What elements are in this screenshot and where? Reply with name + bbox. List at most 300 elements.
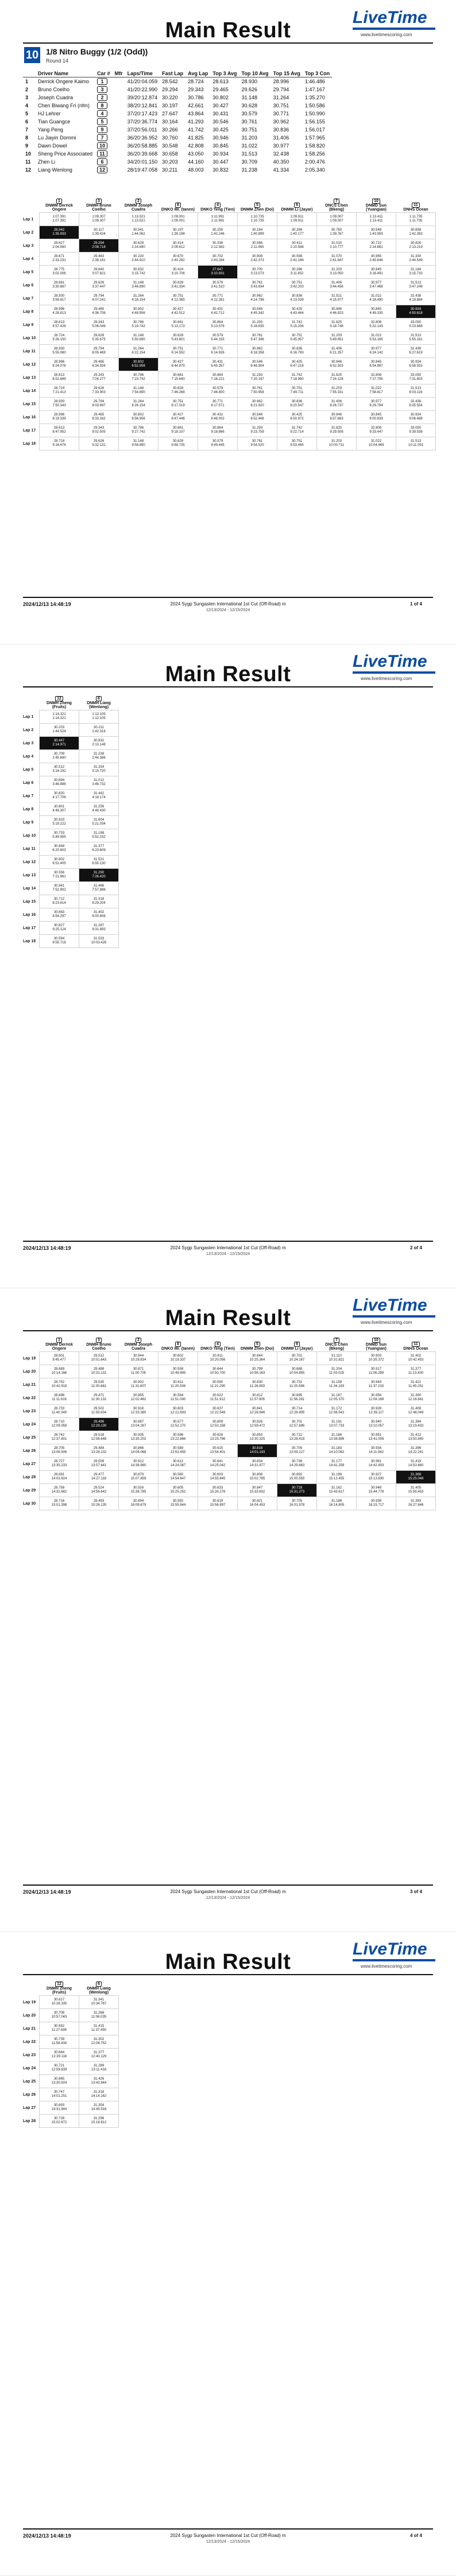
lap-time-cell: 30.598 2:41.186 bbox=[277, 252, 317, 266]
lap-time-cell: 30.736 14:29.863 bbox=[277, 1458, 317, 1471]
result-cell: 30.211 bbox=[162, 167, 177, 173]
lap-time-cell: 30.427 8:47.446 bbox=[159, 411, 198, 424]
lap-time-cell: 1:09.307 1:09.307 bbox=[79, 213, 119, 226]
lap-row bbox=[23, 437, 436, 450]
result-cell: 30.203 bbox=[162, 159, 178, 165]
results-row bbox=[23, 86, 332, 94]
lap-row bbox=[23, 737, 119, 750]
lap-time-cell: 31.604 5:21.034 bbox=[79, 816, 119, 829]
footer-timestamp: 2024/12/13 14:48:19 bbox=[23, 601, 71, 607]
lap-time-cell: 30.826 12:59.472 bbox=[238, 1418, 277, 1431]
lap-row bbox=[23, 776, 119, 790]
lap-time-cell: 1:13.411 1:13.411 bbox=[357, 213, 396, 226]
result-cell: 1:57.965 bbox=[304, 135, 325, 141]
driver-column-header: 11 DNHS Ocean bbox=[403, 1342, 428, 1351]
lap-time-cell: 1:09.911 1:09.911 bbox=[277, 213, 317, 226]
lap-label: Lap 6 bbox=[23, 780, 34, 785]
driver-column-header: 10 DNMD Sun (Yuangian) bbox=[365, 199, 387, 212]
lap-row bbox=[23, 842, 119, 856]
lap-label: Lap 26 bbox=[23, 2092, 36, 2097]
lap-time-cell: 30.605 15:25.252 bbox=[159, 1484, 198, 1497]
results-row bbox=[23, 94, 332, 102]
lap-time-cell: 29.626 3:37.447 bbox=[79, 279, 119, 292]
lap-time-cell: 31.341 10:34.767 bbox=[79, 1996, 119, 2009]
lap-time-cell: 30.628 9:48.735 bbox=[159, 437, 198, 450]
lap-row bbox=[23, 2009, 119, 2022]
lap-label: Lap 7 bbox=[23, 296, 34, 301]
driver-name: Lu Jiayin Dommi bbox=[38, 135, 76, 141]
lap-time-cell: 30.977 3:47.468 bbox=[357, 279, 396, 292]
lap-time-cell: 30.695 11:56.281 bbox=[277, 1392, 317, 1405]
lap-label: Lap 16 bbox=[23, 415, 36, 419]
lap-time-cell: 29.524 14:56.642 bbox=[79, 1484, 119, 1497]
lap-time-cell: 30.266 1:40.177 bbox=[277, 226, 317, 239]
page-title: Main Result bbox=[165, 662, 291, 686]
driver-column-header: 11 DNHS Ocean bbox=[403, 203, 428, 212]
results-column-header: Driver Name bbox=[36, 70, 95, 77]
lap-time-cell: 31.162 15:43.617 bbox=[317, 1484, 357, 1497]
lap-time-cell: 29.794 4:07.241 bbox=[79, 292, 119, 305]
result-cell: 1:56.017 bbox=[304, 127, 325, 133]
lap-label: Lap 16 bbox=[23, 912, 36, 917]
lap-time-cell: 31.421 11:45.251 bbox=[396, 1378, 436, 1392]
lap-time-cell: 30.721 12:59.839 bbox=[40, 2062, 79, 2075]
result-cell: 1:58.820 bbox=[304, 143, 325, 149]
results-column-header: Mfr bbox=[113, 70, 125, 77]
lap-time-cell: 30.718 15:31.273 bbox=[277, 1484, 317, 1497]
lap-time-cell: 30.628 7:46.268 bbox=[159, 384, 198, 398]
lap-time-cell: 29.471 11:30.132 bbox=[79, 1392, 119, 1405]
footer-rule bbox=[23, 1241, 433, 1242]
lap-time-cell: 30.832 2:13.148 bbox=[79, 737, 119, 750]
lap-time-cell: 31.412 13:50.845 bbox=[396, 1431, 436, 1444]
lap-time-cell: 31.022 5:53.165 bbox=[357, 332, 396, 345]
lap-time-cell: 31.330 2:44.549 bbox=[396, 252, 436, 266]
results-row bbox=[23, 126, 332, 134]
lap-label: Lap 30 bbox=[23, 1501, 36, 1506]
lap-time-cell: 31.256 4:49.430 bbox=[79, 803, 119, 816]
lap-time-cell: 30.694 3:46.886 bbox=[40, 776, 79, 790]
website-text: www.livetimescoring.com bbox=[361, 32, 412, 37]
lap-row bbox=[23, 1405, 436, 1418]
lap-row bbox=[23, 1352, 436, 1365]
result-cell: 29.343 bbox=[188, 87, 204, 92]
lap-time-cell: 31.513 5:55.181 bbox=[396, 332, 436, 345]
lap-row bbox=[23, 411, 436, 424]
result-cell: 27.647 bbox=[162, 111, 178, 116]
lap-times-grid bbox=[23, 198, 436, 450]
lap-label: Lap 3 bbox=[23, 741, 34, 745]
car-number: 9 bbox=[95, 126, 113, 134]
lap-row bbox=[23, 750, 119, 763]
lap-times-grid bbox=[23, 696, 119, 948]
lap-time-cell: 30.834 14:31.977 bbox=[238, 1458, 277, 1471]
lap-time-cell: 30.956 12:08.189 bbox=[357, 1392, 396, 1405]
lap-time-cell: 31.204 11:03.025 bbox=[317, 1365, 357, 1378]
lap-time-cell: 30.705 16:01.978 bbox=[277, 1497, 317, 1510]
lap-label: Lap 12 bbox=[23, 860, 36, 864]
livetime-logo: LiveTime bbox=[350, 652, 436, 675]
lap-time-cell: 30.702 10:24.167 bbox=[277, 1352, 317, 1365]
lap-time-cell: 28.724 7:21.413 bbox=[40, 384, 79, 398]
round-label: Round 14 bbox=[46, 58, 69, 64]
results-column-header: Top 10 Avg bbox=[239, 70, 271, 77]
lap-time-cell: 30.558 10:49.895 bbox=[159, 1365, 198, 1378]
lap-time-cell: 29.465 4:36.706 bbox=[79, 305, 119, 318]
lap-time-cell: 30.425 8:50.972 bbox=[277, 411, 317, 424]
lap-time-cell: 30.962 8:21.920 bbox=[238, 398, 277, 411]
lap-time-cell: 31.293 7:20.197 bbox=[238, 371, 277, 384]
lap-row bbox=[23, 803, 119, 816]
lap-time-cell: 30.917 11:06.289 bbox=[357, 1365, 396, 1378]
driver-column-header: 5 DNMM Zhen (Doi) bbox=[240, 203, 275, 212]
lap-time-cell: 31.377 6:23.609 bbox=[79, 842, 119, 856]
driver-column-header: 6 DNMH Liang (Wenlong) bbox=[87, 697, 111, 709]
driver-column-header: 3 DNMH Bruno Coelho bbox=[86, 1338, 111, 1351]
result-cell: 40.350 bbox=[273, 159, 289, 165]
lap-label: Lap 17 bbox=[23, 428, 36, 433]
lap-time-cell: 29.496 12:29.130 bbox=[79, 1418, 119, 1431]
lap-time-cell: 28.930 5:55.080 bbox=[40, 345, 79, 358]
results-column-header: Top 15 Avg bbox=[271, 70, 303, 77]
results-row bbox=[23, 102, 332, 110]
lap-time-cell: 31.022 10:04.469 bbox=[357, 437, 396, 450]
footer-page-number: 1 of 4 bbox=[410, 601, 422, 607]
lap-label: Lap 12 bbox=[23, 362, 36, 367]
lap-time-cell: 32.438 8:35.554 bbox=[396, 398, 436, 411]
lap-time-cell: 30.684 12:29.118 bbox=[40, 2049, 79, 2062]
footer-date-range: 12/13/2024 - 12/15/2024 bbox=[206, 1252, 250, 1256]
car-number: 3 bbox=[95, 86, 113, 94]
lap-time-cell: 31.384 13:19.433 bbox=[396, 1418, 436, 1431]
lap-time-cell: 30.579 9:49.445 bbox=[198, 437, 238, 450]
lap-row bbox=[23, 1458, 436, 1471]
result-cell: 30.427 bbox=[212, 103, 229, 108]
footer-page-number: 4 of 4 bbox=[410, 2533, 422, 2538]
lap-time-cell: 30.609 12:53.158 bbox=[198, 1418, 238, 1431]
lap-time-cell: 30.751 8:17.019 bbox=[159, 398, 198, 411]
result-cell bbox=[113, 126, 125, 134]
lap-time-cell: 30.965 2:45.646 bbox=[357, 252, 396, 266]
lap-time-cell: 31.183 14:10.082 bbox=[317, 1444, 357, 1458]
lap-label: Lap 1 bbox=[23, 714, 34, 719]
lap-times-grid bbox=[23, 1981, 119, 2128]
lap-time-cell: 30.836 8:20.547 bbox=[277, 398, 317, 411]
lap-time-cell: 30.628 2:14.690 bbox=[119, 239, 159, 252]
lap-time-cell: 30.845 3:16.491 bbox=[357, 266, 396, 279]
lap-time-cell: 1:11.991 1:11.991 bbox=[198, 213, 238, 226]
lap-time-cell: 30.928 12:39.117 bbox=[357, 1405, 396, 1418]
lap-time-cell: 30.751 3:42.203 bbox=[277, 279, 317, 292]
lap-time-cell: 31.533 10:03.426 bbox=[79, 935, 119, 948]
lap-time-cell: 30.845 4:49.335 bbox=[357, 305, 396, 318]
footer-page-number: 2 of 4 bbox=[410, 1245, 422, 1250]
results-column-header bbox=[23, 70, 36, 77]
lap-time-cell: 31.238 2:44.386 bbox=[79, 750, 119, 763]
lap-label: Lap 24 bbox=[23, 1422, 36, 1427]
lap-row bbox=[23, 2088, 119, 2101]
footer-date-range: 12/13/2024 - 12/15/2024 bbox=[206, 608, 250, 612]
lap-time-cell: 30.692 15:00.555 bbox=[277, 1471, 317, 1484]
lap-time-cell: 30.864 5:13.576 bbox=[198, 318, 238, 332]
result-cell: 30.761 bbox=[241, 119, 258, 125]
header-rule bbox=[23, 42, 433, 44]
driver-column-header: 6 DNMH Liang (Wenlong) bbox=[87, 1982, 111, 1995]
result-cell: 4 bbox=[25, 103, 29, 108]
lap-time-cell: 30.425 4:43.464 bbox=[277, 305, 317, 318]
result-cell: 3 bbox=[25, 95, 29, 100]
lap-time-cell: 30.977 6:24.142 bbox=[357, 345, 396, 358]
results-column-header: Car # bbox=[95, 70, 113, 77]
lap-time-cell: 28.930 7:50.343 bbox=[40, 398, 79, 411]
lap-time-cell: 28.996 6:24.076 bbox=[40, 358, 79, 371]
lap-time-cell: 30.871 11:00.705 bbox=[119, 1365, 159, 1378]
report-page-1 bbox=[0, 0, 456, 644]
lap-time-cell: 30.802 4:48.956 bbox=[119, 305, 159, 318]
lap-time-cell: 30.820 4:17.706 bbox=[40, 790, 79, 803]
lap-label: Lap 27 bbox=[23, 1462, 36, 1466]
lap-label: Lap 6 bbox=[23, 283, 34, 287]
lap-time-cell: 30.845 9:00.639 bbox=[357, 411, 396, 424]
lap-time-cell: 31.264 4:18.154 bbox=[119, 292, 159, 305]
header-rule bbox=[23, 686, 433, 687]
result-cell: 37/20:36.774 bbox=[127, 119, 158, 125]
lap-time-cell: 31.198 5:52.232 bbox=[79, 829, 119, 842]
lap-label: Lap 2 bbox=[23, 230, 34, 235]
lap-label: Lap 19 bbox=[23, 2000, 36, 2004]
result-cell: 41/20:22.990 bbox=[127, 87, 158, 92]
grid-corner bbox=[23, 696, 40, 710]
result-cell: 1:50.586 bbox=[304, 103, 325, 108]
result-cell: 29.626 bbox=[241, 87, 258, 92]
lap-time-cell: 30.709 13:59.127 bbox=[277, 1444, 317, 1458]
lap-time-cell: 30.761 7:50.958 bbox=[238, 384, 277, 398]
lap-time-cell: 30.589 13:53.455 bbox=[159, 1444, 198, 1458]
lap-label: Lap 13 bbox=[23, 873, 36, 877]
lap-time-cell: 30.592 15:55.844 bbox=[159, 1497, 198, 1510]
lap-time-cell: 30.584 11:51.090 bbox=[159, 1392, 198, 1405]
lap-time-cell: 31.264 6:22.154 bbox=[119, 345, 159, 358]
lap-time-cell: 30.747 14:01.251 bbox=[40, 2088, 79, 2101]
driver-column-header: 4 DNKO Teng (Tien) bbox=[200, 203, 235, 212]
result-cell: 30.546 bbox=[212, 119, 229, 125]
lap-time-cell: 30.826 2:13.219 bbox=[396, 239, 436, 252]
lap-time-cell: 30.628 3:41.334 bbox=[159, 279, 198, 292]
lap-time-cell: 31.196 15:12.455 bbox=[317, 1471, 357, 1484]
lap-time-cell: 30.117 1:39.424 bbox=[79, 226, 119, 239]
grid-corner bbox=[23, 1981, 40, 1996]
lap-time-cell: 31.742 5:15.206 bbox=[277, 318, 317, 332]
lap-time-cell: 31.402 9:00.606 bbox=[79, 908, 119, 922]
lap-time-cell: 30.546 4:45.342 bbox=[238, 305, 277, 318]
lap-label: Lap 14 bbox=[23, 388, 36, 393]
lap-time-cell: 31.287 9:31.893 bbox=[79, 922, 119, 935]
lap-label: Lap 20 bbox=[23, 1369, 36, 1374]
result-cell bbox=[113, 166, 125, 174]
result-cell: 37/20:17.423 bbox=[127, 111, 158, 116]
lap-time-cell: 30.633 15:26.278 bbox=[198, 1484, 238, 1497]
lap-time-cell: 30.220 2:44.910 bbox=[119, 252, 159, 266]
lap-row bbox=[23, 763, 119, 776]
lap-time-cell: 30.944 11:37.233 bbox=[357, 1378, 396, 1392]
lap-row bbox=[23, 1392, 436, 1405]
lap-time-cell: 30.447 2:14.971 bbox=[40, 737, 79, 750]
lap-row bbox=[23, 2035, 119, 2049]
lap-row bbox=[23, 292, 436, 305]
result-cell: 9 bbox=[25, 143, 29, 149]
lap-time-cell: 28.733 11:40.349 bbox=[40, 1405, 79, 1418]
lap-time-cell: 30.683 8:54.297 bbox=[40, 908, 79, 922]
lap-time-cell: 30.602 10:19.337 bbox=[159, 1352, 198, 1365]
lap-label: Lap 27 bbox=[23, 2105, 36, 2110]
lap-time-cell: 31.377 11:13.830 bbox=[396, 1365, 436, 1378]
result-cell: 1:50.990 bbox=[304, 111, 325, 116]
lap-time-cell: 31.406 6:21.357 bbox=[317, 345, 357, 358]
result-cell: 30.786 bbox=[188, 95, 204, 100]
result-cell: 44.160 bbox=[188, 159, 204, 165]
lap-time-cell: 30.661 7:15.640 bbox=[159, 371, 198, 384]
lap-row bbox=[23, 1418, 436, 1431]
lap-time-cell: 31.012 3:46.732 bbox=[79, 776, 119, 790]
lap-time-cell: 31.293 5:16.635 bbox=[238, 318, 277, 332]
result-cell: 41.334 bbox=[273, 167, 289, 173]
lap-time-cell: 30.771 8:17.571 bbox=[198, 398, 238, 411]
lap-row bbox=[23, 424, 436, 437]
lap-time-cell: 29.343 9:02.505 bbox=[79, 424, 119, 437]
lap-time-cell: 30.712 8:23.614 bbox=[40, 895, 79, 908]
results-column-header: Laps/Time bbox=[125, 70, 160, 77]
livetime-logo: LiveTime bbox=[350, 8, 436, 31]
lap-time-cell: 31.405 15:56.453 bbox=[396, 1484, 436, 1497]
lap-time-cell: 31.825 9:29.508 bbox=[317, 424, 357, 437]
result-cell: 30.658 bbox=[162, 151, 178, 157]
result-cell: 29.465 bbox=[212, 87, 229, 92]
lap-time-cell: 29.640 3:07.821 bbox=[79, 266, 119, 279]
lap-label: Lap 21 bbox=[23, 2026, 36, 2031]
lap-time-cell: 31.268 11:06.035 bbox=[79, 2009, 119, 2022]
lap-label: Lap 2 bbox=[23, 728, 34, 732]
driver-column-header: 8 DNKO Mr. (tanen) bbox=[161, 203, 195, 212]
result-cell: 42.661 bbox=[188, 103, 204, 108]
lap-time-cell: 30.832 3:15.742 bbox=[119, 266, 159, 279]
result-cell bbox=[113, 150, 125, 158]
lap-time-cell: 31.318 8:29.204 bbox=[79, 895, 119, 908]
result-cell: 30.832 bbox=[212, 167, 229, 173]
lap-time-cell: 31.354 14:45.516 bbox=[79, 2101, 119, 2115]
lap-time-cell: 30.977 8:29.794 bbox=[357, 398, 396, 411]
result-cell: 31.148 bbox=[241, 95, 258, 100]
lap-row bbox=[23, 829, 119, 842]
lap-time-cell: 31.406 8:26.737 bbox=[317, 398, 357, 411]
lap-time-cell: 1:09.007 1:09.007 bbox=[317, 213, 357, 226]
lap-time-cell: 30.266 3:11.452 bbox=[277, 266, 317, 279]
lap-time-cell: 32.438 4:19.684 bbox=[396, 292, 436, 305]
result-cell: 41/20:04.059 bbox=[127, 79, 158, 84]
lap-row bbox=[23, 226, 436, 239]
lap-time-cell: 28.716 15:01.398 bbox=[40, 1497, 79, 1510]
lap-row bbox=[23, 384, 436, 398]
lap-time-cell: 28.727 13:35.233 bbox=[40, 1458, 79, 1471]
result-cell: 43.050 bbox=[188, 151, 204, 157]
lap-time-cell: 31.377 12:40.129 bbox=[79, 2049, 119, 2062]
lap-time-cell: 30.771 4:12.281 bbox=[198, 292, 238, 305]
lap-time-cell: 28.801 9:45.477 bbox=[40, 1352, 79, 1365]
car-number: 12 bbox=[95, 166, 113, 174]
grid-corner bbox=[23, 198, 40, 213]
lap-time-cell: 30.926 15:38.785 bbox=[119, 1484, 159, 1497]
lap-label: Lap 1 bbox=[23, 217, 34, 222]
lap-row bbox=[23, 856, 119, 869]
lap-time-cell: 31.296 15:16.812 bbox=[79, 2115, 119, 2128]
lap-time-cell: 30.961 14:42.903 bbox=[357, 1458, 396, 1471]
results-row bbox=[23, 158, 332, 166]
lap-time-cell: 31.166 13:38.899 bbox=[317, 1431, 357, 1444]
driver-name: Joseph Cuadra bbox=[38, 95, 74, 100]
result-cell: 30.977 bbox=[273, 143, 289, 149]
lap-time-cell: 31.177 14:41.259 bbox=[317, 1458, 357, 1471]
lap-time-cell: 30.590 11:21.290 bbox=[198, 1378, 238, 1392]
lap-time-cell: 30.709 2:45.680 bbox=[40, 750, 79, 763]
lap-time-cell: 30.615 13:54.401 bbox=[198, 1444, 238, 1458]
result-cell: 30.751 bbox=[273, 103, 289, 108]
car-number: 11 bbox=[95, 150, 113, 158]
car-number: 5 bbox=[95, 118, 113, 126]
driver-column-header: 9 DNMM Li (Jayar) bbox=[281, 203, 313, 212]
header-rule bbox=[23, 1974, 433, 1975]
lap-row bbox=[23, 1996, 119, 2009]
lap-time-cell: 28.691 14:03.924 bbox=[40, 1471, 79, 1484]
lap-time-cell: 29.502 11:59.634 bbox=[79, 1405, 119, 1418]
result-cell: 31.406 bbox=[273, 135, 289, 141]
lap-time-cell: 32.808 7:27.795 bbox=[357, 371, 396, 384]
lap-time-cell: 31.396 14:22.241 bbox=[396, 1444, 436, 1458]
lap-time-cell: 31.742 7:18.960 bbox=[277, 371, 317, 384]
result-cell: 2 bbox=[25, 87, 29, 92]
result-cell: 1:47.167 bbox=[304, 87, 325, 92]
lap-time-cell: 30.594 9:55.718 bbox=[40, 935, 79, 948]
lap-time-cell: 30.934 4:50.618 bbox=[396, 305, 436, 318]
footer-timestamp: 2024/12/13 14:48:19 bbox=[23, 1889, 71, 1895]
lap-time-cell: 29.512 10:01.643 bbox=[79, 1352, 119, 1365]
lap-time-cell: 31.390 12:16.641 bbox=[396, 1392, 436, 1405]
lap-time-cell: 30.601 4:48.307 bbox=[40, 803, 79, 816]
lap-time-cell: 30.688 10:54.855 bbox=[277, 1365, 317, 1378]
footer-timestamp: 2024/12/13 14:48:19 bbox=[23, 1245, 71, 1251]
lap-time-cell: 30.751 9:53.465 bbox=[277, 437, 317, 450]
lap-time-cell: 30.579 3:41.510 bbox=[198, 279, 238, 292]
lap-time-cell: 1:13.521 1:13.521 bbox=[119, 213, 159, 226]
result-cell: 30.197 bbox=[162, 103, 178, 108]
lap-time-cell: 28.613 6:52.689 bbox=[40, 371, 79, 384]
result-cell: 30.628 bbox=[241, 103, 258, 108]
lap-label: Lap 18 bbox=[23, 939, 36, 943]
lap-time-cell: 30.541 1:44.062 bbox=[119, 226, 159, 239]
lap-time-cell: 29.509 13:57.641 bbox=[79, 1458, 119, 1471]
footer-event: 2024 Sygp Sungasten International 1st Cut (Off-Road) m bbox=[170, 2533, 286, 2538]
lap-time-cell: 30.580 14:54.647 bbox=[159, 1471, 198, 1484]
lap-time-cell: 31.513 10:11.051 bbox=[396, 437, 436, 450]
lap-time-cell: 29.488 10:31.131 bbox=[79, 1365, 119, 1378]
lap-time-cell: 30.731 11:25.586 bbox=[277, 1378, 317, 1392]
result-cell: 31.513 bbox=[241, 151, 258, 157]
result-cell: 1:35.270 bbox=[304, 95, 325, 100]
lap-label: Lap 4 bbox=[23, 257, 34, 261]
driver-name: Liang Wenlong bbox=[38, 167, 72, 173]
lap-time-cell: 30.786 5:19.742 bbox=[119, 318, 159, 332]
result-cell: 30.836 bbox=[273, 127, 289, 133]
result-cell: 30.845 bbox=[212, 143, 229, 149]
result-cell: 30.266 bbox=[162, 127, 178, 133]
